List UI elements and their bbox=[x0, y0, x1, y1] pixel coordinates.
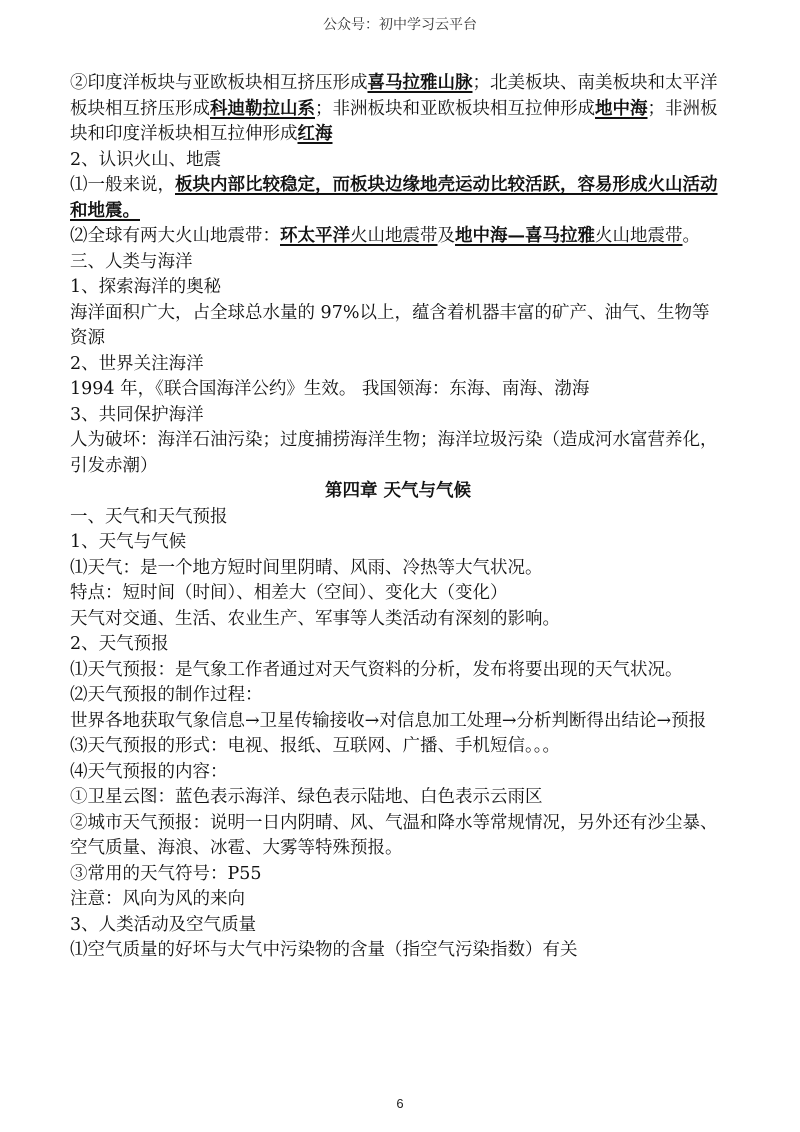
world-ocean-heading bbox=[70, 352, 726, 378]
emphasized-term: 科迪勒拉山系 bbox=[210, 98, 315, 119]
forecast-process-heading bbox=[70, 683, 726, 709]
text-run: 海洋面积广大，占全球总水量的 97%以上，蕴含着机器丰富的矿产、油气、生物等资源 bbox=[70, 302, 710, 348]
text-run: 。 bbox=[682, 226, 700, 246]
protect-ocean-heading bbox=[70, 403, 726, 429]
weather-symbols-para bbox=[70, 862, 726, 888]
volcano-earthquake-heading bbox=[70, 148, 726, 174]
forecast-def-para bbox=[70, 658, 726, 684]
ocean-area-para bbox=[70, 301, 726, 352]
underlined-text: 火山地震带 bbox=[595, 226, 683, 246]
text-run: 1、探索海洋的奥秘 bbox=[70, 277, 222, 297]
text-run: ⑵全球有两大火山地震带： bbox=[70, 226, 280, 246]
explore-ocean-heading bbox=[70, 275, 726, 301]
text-run: ⑴天气预报：是气象工作者通过对天气资料的分析，发布将要出现的天气状况。 bbox=[70, 659, 683, 680]
text-run: 2、天气预报 bbox=[70, 634, 169, 654]
weather-impact-para bbox=[70, 607, 726, 633]
emphasized-term: 板块内部比较稳定，而板块边缘地壳运动比较活跃，容易形成火山活动和地震。 bbox=[70, 175, 718, 221]
satellite-map-para bbox=[70, 785, 726, 811]
text-run: ②城市天气预报：说明一日内阴晴、风、气温和降水等常规情况，另外还有沙尘暴、空气质量、海浪、冰雹、大雾等特殊预报。 bbox=[70, 812, 718, 858]
forecast-content-heading bbox=[70, 760, 726, 786]
emphasized-term: 地中海—喜马拉雅 bbox=[455, 226, 595, 246]
weather-features-para bbox=[70, 581, 726, 607]
text-run: ；非洲板块和印度洋板块相互拉伸形成 bbox=[70, 98, 718, 144]
text-run: 注意：风向为风的来向 bbox=[70, 889, 245, 909]
unclos-para bbox=[70, 377, 726, 403]
ocean-damage-para bbox=[70, 428, 726, 479]
text-run: 2、认识火山、地震 bbox=[70, 149, 222, 170]
page-header: 公众号：初中学习云平台 bbox=[323, 17, 477, 33]
text-run: 第四章 天气与气候 bbox=[324, 481, 472, 501]
text-run: 2、世界关注海洋 bbox=[70, 353, 204, 374]
text-run: ⑴天气：是一个地方短时间里阴晴、风雨、冷热等大气状况。 bbox=[70, 557, 543, 578]
text-run: 1994 年，《联合国海洋公约》生效。 我国领海：东海、南海、渤海 bbox=[70, 379, 590, 399]
emphasized-term: 环太平洋 bbox=[280, 226, 350, 246]
text-run: ⑴一般来说， bbox=[70, 175, 175, 195]
plate-stability-para bbox=[70, 173, 726, 224]
text-run: 特点：短时间（时间）、相差大（空间）、变化大（变化） bbox=[70, 583, 508, 603]
document-body bbox=[70, 71, 726, 964]
text-run: 天气对交通、生活、农业生产、军事等人类活动有深刻的影响。 bbox=[70, 608, 560, 629]
page-number: 6 bbox=[396, 1096, 404, 1111]
text-run: ③常用的天气符号：P55 bbox=[70, 863, 262, 884]
text-run: ⑷天气预报的内容： bbox=[70, 761, 228, 782]
wind-note-para bbox=[70, 887, 726, 913]
forecast-heading bbox=[70, 632, 726, 658]
text-run: ①卫星云图：蓝色表示海洋、绿色表示陆地、白色表示云雨区 bbox=[70, 787, 543, 807]
text-run: 3、人类活动及空气质量 bbox=[70, 914, 257, 935]
text-run: 三、人类与海洋 bbox=[70, 251, 193, 272]
underlined-text: 火山地震带 bbox=[350, 226, 438, 246]
text-run: 及 bbox=[437, 226, 455, 246]
text-run: 3、共同保护海洋 bbox=[70, 404, 204, 425]
chapter-title bbox=[70, 479, 726, 505]
text-run: 一、天气和天气预报 bbox=[70, 506, 228, 527]
text-run: ②印度洋板块与亚欧板块相互挤压形成 bbox=[70, 73, 368, 93]
humans-ocean-heading bbox=[70, 250, 726, 276]
volcano-belts-para bbox=[70, 224, 726, 250]
forecast-forms-para bbox=[70, 734, 726, 760]
text-run: ⑶天气预报的形式：电视、报纸、互联网、广播、手机短信。。。 bbox=[70, 736, 560, 756]
emphasized-term: 喜马拉雅山脉 bbox=[367, 73, 473, 93]
plates-collision-para bbox=[70, 71, 726, 148]
text-run: ⑴空气质量的好坏与大气中污染物的含量（指空气污染指数）有关 bbox=[70, 940, 578, 960]
text-run: 人为破坏：海洋石油污染；过度捕捞海洋生物；海洋垃圾污染（造成河水富营养化，引发赤潮） bbox=[70, 430, 718, 476]
text-run: 1、天气与气候 bbox=[70, 532, 187, 552]
emphasized-term: 地中海 bbox=[595, 98, 648, 119]
air-quality-para bbox=[70, 938, 726, 964]
weather-climate-heading bbox=[70, 530, 726, 556]
text-run: ⑵天气预报的制作过程： bbox=[70, 685, 263, 705]
text-run: ；北美板块、南美板块和太平洋板块相互挤压形成 bbox=[70, 73, 718, 119]
text-run: 世界各地获取气象信息→卫星传输接收→对信息加工处理→分析判断得出结论→预报 bbox=[70, 710, 707, 731]
emphasized-term: 红海 bbox=[297, 124, 333, 144]
weather-def-para bbox=[70, 556, 726, 582]
forecast-process-para bbox=[70, 709, 726, 735]
city-forecast-para bbox=[70, 811, 726, 862]
weather-forecast-heading bbox=[70, 505, 726, 531]
text-run: ；非洲板块和亚欧板块相互拉伸形成 bbox=[315, 98, 595, 119]
air-quality-heading bbox=[70, 913, 726, 939]
